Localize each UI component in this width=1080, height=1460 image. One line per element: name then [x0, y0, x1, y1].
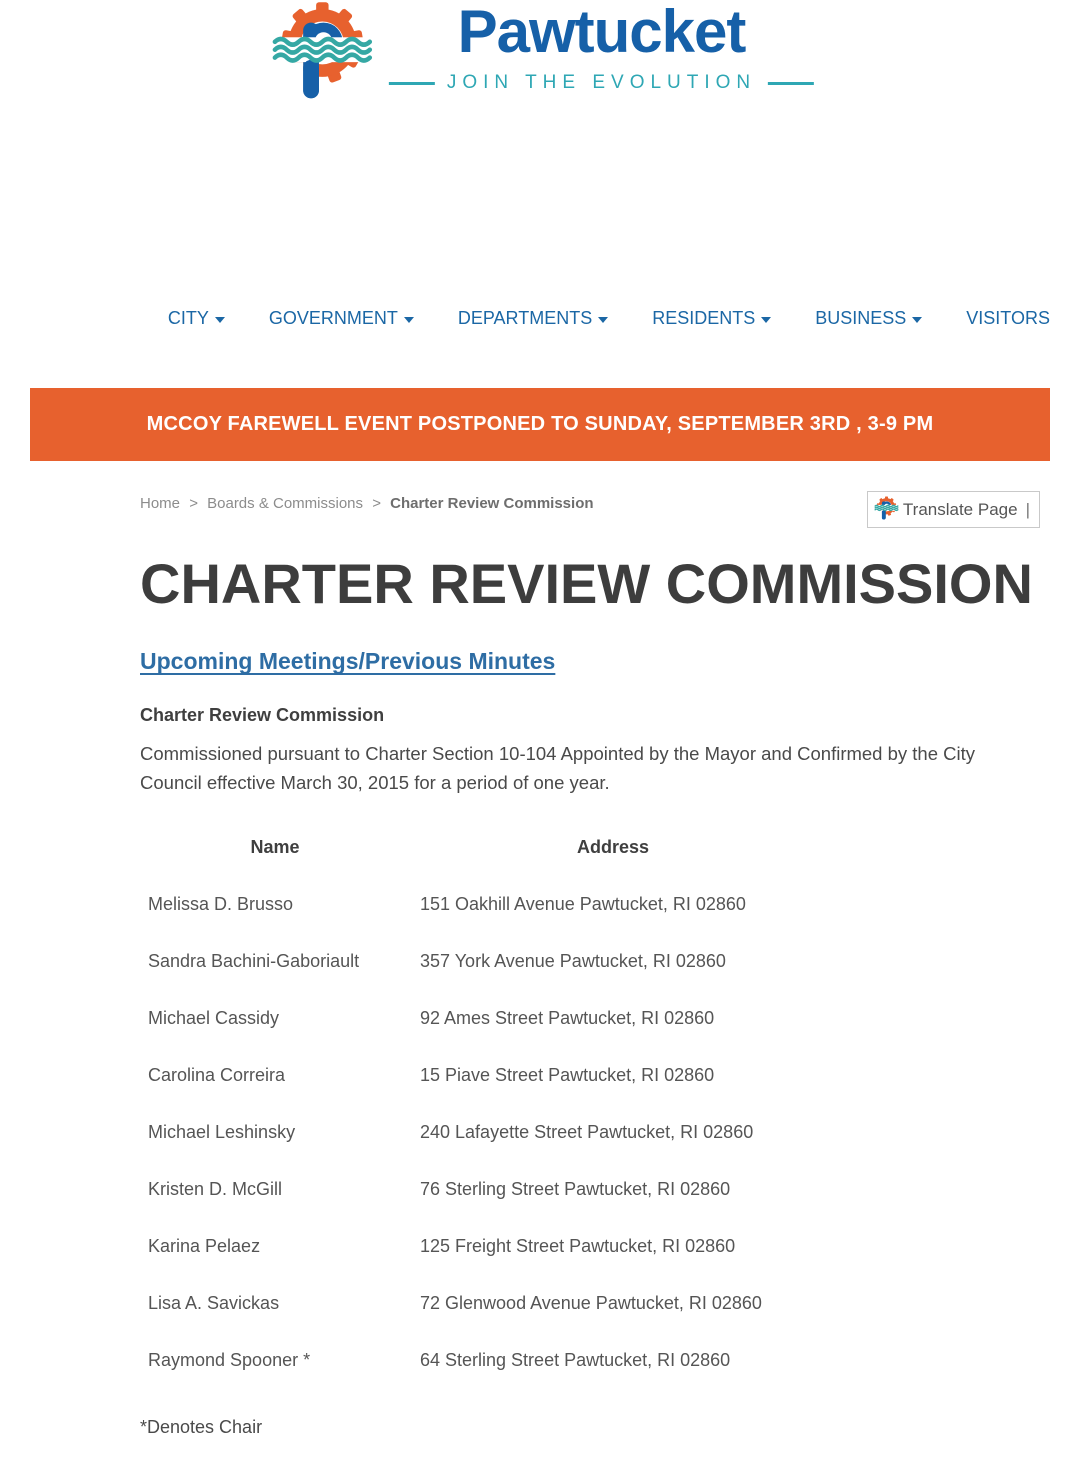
translate-page-button[interactable]	[867, 491, 1040, 528]
site-header	[0, 0, 1080, 388]
page-title: CHARTER REVIEW COMMISSION	[140, 552, 1033, 615]
table-row	[140, 1047, 816, 1104]
logo-text	[389, 0, 814, 94]
alert-banner[interactable]	[30, 388, 1050, 461]
chevron-down-icon	[761, 317, 771, 323]
member-name: Michael Leshinsky	[148, 1121, 296, 1142]
nav-item-label: BUSINESS	[815, 308, 907, 328]
member-address: 64 Sterling Street Pawtucket, RI 02860	[420, 1349, 731, 1370]
member-name: Melissa D. Brusso	[148, 893, 294, 914]
table-row	[140, 1275, 816, 1332]
nav-item-label: RESIDENTS	[652, 308, 756, 328]
member-name: Carolina Correira	[148, 1064, 286, 1085]
tagline-rule-right	[768, 82, 814, 85]
chevron-down-icon	[404, 317, 414, 323]
member-name: Lisa A. Savickas	[148, 1292, 280, 1313]
table-row	[140, 990, 816, 1047]
main-content	[0, 491, 1080, 1438]
nav-item-label: GOVERNMENT	[268, 308, 398, 328]
commission-members-table	[140, 820, 816, 1389]
member-name: Karina Pelaez	[148, 1235, 261, 1256]
breadcrumb-separator: >	[372, 495, 381, 512]
breadcrumb-link-boards-commissions[interactable]: Boards & Commissions	[207, 495, 364, 512]
nav-item-government[interactable]	[269, 308, 414, 329]
table-row	[140, 1161, 816, 1218]
breadcrumb	[140, 491, 594, 512]
nav-item-city[interactable]	[168, 308, 225, 329]
tagline-rule-left	[389, 82, 435, 85]
nav-item-label: DEPARTMENTS	[457, 308, 593, 328]
member-name: Michael Cassidy	[148, 1007, 280, 1028]
translate-divider: |	[1025, 499, 1030, 519]
member-address: 15 Piave Street Pawtucket, RI 02860	[420, 1064, 715, 1085]
column-header-address: Address	[576, 837, 650, 858]
column-header-name: Name	[250, 837, 300, 858]
table-header-row	[140, 820, 816, 876]
member-address: 76 Sterling Street Pawtucket, RI 02860	[420, 1178, 731, 1199]
member-address: 92 Ames Street Pawtucket, RI 02860	[420, 1007, 715, 1028]
table-row	[140, 1332, 816, 1389]
member-name: Sandra Bachini-Gaboriault	[148, 950, 360, 971]
nav-item-residents[interactable]	[652, 308, 771, 329]
chevron-down-icon	[215, 317, 225, 323]
alert-banner-text: MCCOY FAREWELL EVENT POSTPONED TO SUNDAY, SEPTEMBER 3RD , 3-9 PM	[146, 413, 934, 435]
table-row	[140, 1218, 816, 1275]
chevron-down-icon	[912, 317, 922, 323]
pawtucket-gear-icon	[873, 496, 900, 523]
denotes-chair-footnote: *Denotes Chair	[140, 1416, 263, 1437]
nav-item-label: VISITORS	[966, 308, 1050, 328]
nav-item-business[interactable]	[815, 308, 922, 329]
chevron-down-icon	[598, 317, 608, 323]
breadcrumb-link-home[interactable]: Home	[140, 495, 181, 512]
nav-item-visitors[interactable]	[966, 308, 1050, 329]
breadcrumb-separator: >	[189, 495, 198, 512]
member-address: 125 Freight Street Pawtucket, RI 02860	[420, 1235, 736, 1256]
tagline-text: JOIN THE EVOLUTION	[446, 72, 757, 93]
commission-subheading: Charter Review Commission	[140, 705, 385, 726]
member-address: 72 Glenwood Avenue Pawtucket, RI 02860	[420, 1292, 762, 1313]
pawtucket-logo[interactable]	[266, 0, 814, 118]
nav-item-departments[interactable]	[458, 308, 608, 329]
member-address: 151 Oakhill Avenue Pawtucket, RI 02860	[420, 893, 746, 914]
translate-label: Translate Page	[902, 499, 1018, 519]
main-nav	[168, 308, 1050, 329]
nav-item-label: CITY	[167, 308, 209, 328]
table-row	[140, 1104, 816, 1161]
upcoming-meetings-link[interactable]: Upcoming Meetings/Previous Minutes	[140, 648, 556, 675]
member-name: Kristen D. McGill	[148, 1178, 283, 1199]
logo-wordmark: Pawtucket	[457, 0, 746, 65]
member-address: 240 Lafayette Street Pawtucket, RI 02860	[420, 1121, 754, 1142]
member-address: 357 York Avenue Pawtucket, RI 02860	[420, 950, 726, 971]
table-row	[140, 933, 816, 990]
pawtucket-gear-icon	[266, 0, 379, 118]
logo-tagline	[389, 72, 814, 94]
table-row	[140, 876, 816, 933]
member-name: Raymond Spooner *	[148, 1349, 311, 1370]
breadcrumb-current: Charter Review Commission	[390, 495, 594, 512]
commission-description: Commissioned pursuant to Charter Section 10-104 Appointed by the Mayor and Confirmed by the City Council effective March 30, 2015 for a period of one year.	[140, 743, 976, 794]
